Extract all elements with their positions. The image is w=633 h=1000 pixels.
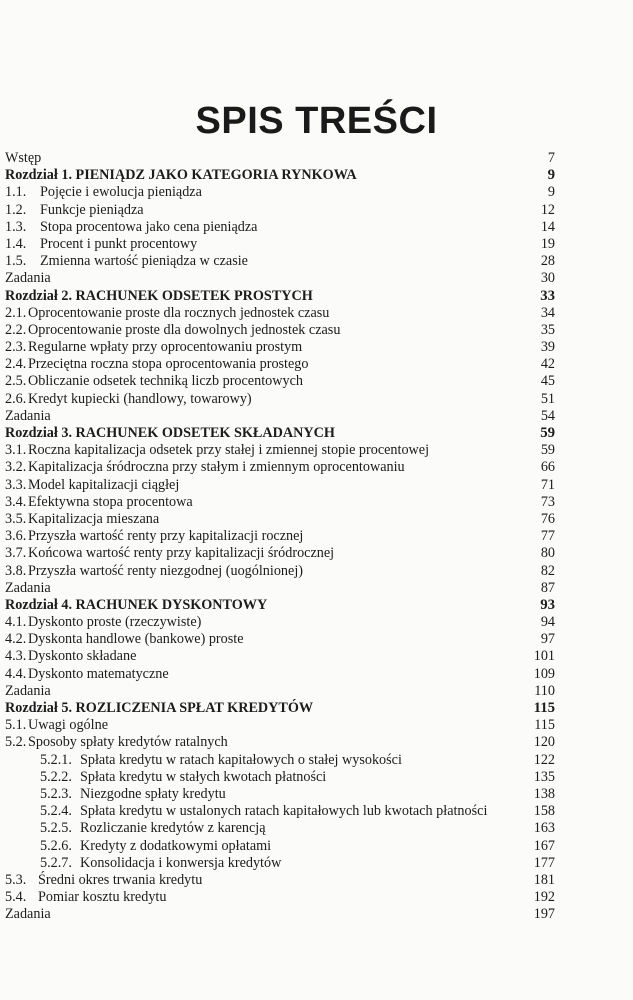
section-page: 101	[533, 648, 555, 665]
section-label: Dyskonto matematyczne	[28, 665, 169, 682]
section-page: 82	[540, 562, 555, 579]
section-label: Efektywna stopa procentowa	[28, 493, 193, 510]
section-label: Przyszła wartość renty przy kapitalizacji rocznej	[28, 528, 304, 545]
toc-exercises	[0, 270, 633, 287]
entry-label: Zadania	[5, 906, 51, 923]
subsection-page: 135	[533, 768, 555, 785]
section-number: 5.2.	[5, 734, 27, 751]
subsection-label: Konsolidacja i konwersja kredytów	[80, 854, 282, 871]
entry-page: 197	[533, 906, 555, 923]
entry-page: 87	[540, 579, 555, 596]
section-label: Kapitalizacja mieszana	[28, 510, 160, 527]
section-page: 59	[540, 442, 555, 459]
toc-section	[0, 872, 633, 889]
section-page: 42	[540, 356, 555, 373]
subsection-label: Spłata kredytu w stałych kwotach płatności	[80, 768, 327, 785]
section-number: 2.5.	[5, 373, 27, 390]
toc-subsection	[0, 786, 633, 803]
section-number: 3.6.	[5, 528, 27, 545]
section-number: 4.1.	[5, 614, 27, 631]
section-label: Dyskonto proste (rzeczywiste)	[28, 614, 202, 631]
section-page: 109	[533, 665, 555, 682]
toc-exercises	[0, 580, 633, 597]
subsection-page: 163	[533, 820, 555, 837]
entry-label: Zadania	[5, 407, 51, 424]
toc-section	[0, 563, 633, 580]
section-number: 4.4.	[5, 665, 27, 682]
subsection-number: 5.2.6.	[40, 837, 72, 854]
entry-label: Zadania	[5, 270, 51, 287]
section-page: 192	[533, 889, 555, 906]
toc-section	[0, 459, 633, 476]
chapter-page: 33	[540, 287, 555, 304]
section-label: Dyskonta handlowe (bankowe) proste	[28, 631, 244, 648]
toc-section	[0, 631, 633, 648]
toc-section	[0, 339, 633, 356]
section-page: 35	[540, 321, 555, 338]
section-number: 4.2.	[5, 631, 27, 648]
section-label: Uwagi ogólne	[28, 717, 108, 734]
section-number: 2.1.	[5, 304, 27, 321]
toc-subsection	[0, 855, 633, 872]
toc-section	[0, 219, 633, 236]
section-label: Końcowa wartość renty przy kapitalizacji śródrocznej	[28, 545, 335, 562]
subsection-label: Rozliczanie kredytów z karencją	[80, 820, 266, 837]
toc-section	[0, 236, 633, 253]
section-number: 2.2.	[5, 321, 27, 338]
toc-section	[0, 442, 633, 459]
section-label: Przyszła wartość renty niezgodnej (uogólnionej)	[28, 562, 303, 579]
toc-section	[0, 477, 633, 494]
subsection-label: Spłata kredytu w ratach kapitałowych o stałej wysokości	[80, 751, 402, 768]
subsection-page: 177	[533, 854, 555, 871]
toc-section	[0, 614, 633, 631]
chapter-label: Rozdział 4. RACHUNEK DYSKONTOWY	[5, 596, 268, 613]
section-number: 3.4.	[5, 493, 27, 510]
subsection-number: 5.2.3.	[40, 785, 72, 802]
toc-section	[0, 322, 633, 339]
subsection-page: 167	[533, 837, 555, 854]
toc-subsection	[0, 820, 633, 837]
section-label: Model kapitalizacji ciągłej	[28, 476, 180, 493]
section-label: Pojęcie i ewolucja pieniądza	[40, 184, 202, 201]
section-page: 120	[533, 734, 555, 751]
chapter-label: Rozdział 5. ROZLICZENIA SPŁAT KREDYTÓW	[5, 700, 314, 716]
section-page: 71	[540, 476, 555, 493]
section-number: 5.3.	[5, 871, 27, 888]
toc-exercises	[0, 906, 633, 923]
section-number: 3.8.	[5, 562, 27, 579]
subsection-number: 5.2.1.	[40, 751, 72, 768]
toc-section	[0, 373, 633, 390]
toc-subsection	[0, 838, 633, 855]
section-page: 51	[540, 390, 555, 407]
entry-page: 110	[534, 682, 555, 699]
table-of-contents	[0, 150, 633, 923]
toc-exercises	[0, 683, 633, 700]
toc-chapter	[0, 167, 633, 184]
section-number: 3.5.	[5, 510, 27, 527]
section-page: 97	[540, 631, 555, 648]
section-label: Stopa procentowa jako cena pieniądza	[40, 218, 258, 235]
section-number: 1.2.	[5, 201, 27, 218]
toc-chapter	[0, 597, 633, 614]
section-label: Sposoby spłaty kredytów ratalnych	[28, 734, 228, 751]
section-page: 66	[540, 459, 555, 476]
subsection-label: Spłata kredytu w ustalonych ratach kapitałowych lub kwotach płatności	[80, 803, 488, 820]
toc-chapter	[0, 425, 633, 442]
section-number: 2.6.	[5, 390, 27, 407]
section-page: 19	[540, 235, 555, 252]
section-number: 3.7.	[5, 545, 27, 562]
section-number: 1.1.	[5, 184, 27, 201]
section-page: 45	[540, 373, 555, 390]
chapter-label: Rozdział 2. RACHUNEK ODSETEK PROSTYCH	[5, 287, 313, 304]
section-number: 4.3.	[5, 648, 27, 665]
toc-section	[0, 666, 633, 683]
section-label: Kapitalizacja śródroczna przy stałym i zmiennym oprocentowaniu	[28, 459, 405, 476]
toc-section	[0, 528, 633, 545]
section-page: 115	[534, 717, 555, 734]
section-number: 1.3.	[5, 218, 27, 235]
toc-section	[0, 202, 633, 219]
toc-section	[0, 648, 633, 665]
section-page: 76	[540, 510, 555, 527]
toc-section	[0, 545, 633, 562]
subsection-number: 5.2.7.	[40, 854, 72, 871]
section-label: Oprocentowanie proste dla rocznych jednostek czasu	[28, 304, 330, 321]
section-page: 28	[540, 253, 555, 270]
section-label: Regularne wpłaty przy oprocentowaniu prostym	[28, 339, 303, 356]
section-number: 3.1.	[5, 442, 27, 459]
entry-label: Zadania	[5, 682, 51, 699]
section-label: Przeciętna roczna stopa oprocentowania prostego	[28, 356, 309, 373]
section-page: 77	[540, 528, 555, 545]
section-label: Pomiar kosztu kredytu	[38, 889, 167, 906]
section-number: 2.3.	[5, 339, 27, 356]
section-number: 2.4.	[5, 356, 27, 373]
toc-subsection	[0, 803, 633, 820]
toc-section	[0, 494, 633, 511]
toc-exercises	[0, 408, 633, 425]
entry-page: 54	[540, 407, 555, 424]
entry-label: Zadania	[5, 579, 51, 596]
chapter-page: 115	[533, 700, 555, 716]
section-number: 3.3.	[5, 476, 27, 493]
section-label: Funkcje pieniądza	[40, 201, 144, 218]
toc-chapter	[0, 700, 633, 717]
section-page: 39	[540, 339, 555, 356]
toc-subsection	[0, 769, 633, 786]
section-number: 5.4.	[5, 889, 27, 906]
section-label: Oprocentowanie proste dla dowolnych jednostek czasu	[28, 321, 341, 338]
section-label: Kredyt kupiecki (handlowy, towarowy)	[28, 390, 252, 407]
section-number: 3.2.	[5, 459, 27, 476]
subsection-number: 5.2.5.	[40, 820, 72, 837]
chapter-label: Rozdział 3. RACHUNEK ODSETEK SKŁADANYCH	[5, 425, 335, 441]
toc-section	[0, 305, 633, 322]
entry-page: 30	[540, 270, 555, 287]
section-label: Dyskonto składane	[28, 648, 137, 665]
section-number: 1.4.	[5, 235, 27, 252]
section-page: 94	[540, 614, 555, 631]
toc-section	[0, 889, 633, 906]
section-page: 12	[540, 201, 555, 218]
subsection-page: 122	[533, 751, 555, 768]
chapter-page: 93	[540, 596, 555, 613]
section-label: Roczna kapitalizacja odsetek przy stałej i zmiennej stopie procentowej	[28, 442, 430, 459]
chapter-page: 9	[547, 167, 555, 184]
section-label: Zmienna wartość pieniądza w czasie	[40, 253, 248, 270]
toc-section	[0, 717, 633, 734]
entry-label: Wstęp	[5, 150, 42, 166]
section-page: 14	[540, 218, 555, 235]
toc-section	[0, 734, 633, 751]
section-label: Obliczanie odsetek techniką liczb procentowych	[28, 373, 303, 390]
toc-section	[0, 184, 633, 201]
section-page: 80	[540, 545, 555, 562]
subsection-page: 158	[533, 803, 555, 820]
toc-entry-intro	[0, 150, 633, 167]
section-page: 181	[533, 871, 555, 888]
toc-subsection	[0, 752, 633, 769]
section-number: 5.1.	[5, 717, 27, 734]
section-page: 9	[547, 184, 555, 201]
section-number: 1.5.	[5, 253, 27, 270]
entry-page: 7	[547, 150, 555, 166]
chapter-page: 59	[540, 425, 555, 441]
toc-section	[0, 391, 633, 408]
section-label: Średni okres trwania kredytu	[38, 871, 203, 888]
subsection-page: 138	[533, 785, 555, 802]
subsection-number: 5.2.2.	[40, 768, 72, 785]
page-title: SPIS TREŚCI	[195, 100, 438, 142]
toc-chapter	[0, 288, 633, 305]
section-label: Procent i punkt procentowy	[40, 235, 198, 252]
chapter-label: Rozdział 1. PIENIĄDZ JAKO KATEGORIA RYNKOWA	[5, 167, 357, 184]
toc-section	[0, 511, 633, 528]
toc-section	[0, 356, 633, 373]
section-page: 34	[540, 304, 555, 321]
toc-section	[0, 253, 633, 270]
subsection-number: 5.2.4.	[40, 803, 72, 820]
subsection-label: Niezgodne spłaty kredytu	[80, 785, 226, 802]
subsection-label: Kredyty z dodatkowymi opłatami	[80, 837, 272, 854]
section-page: 73	[540, 493, 555, 510]
